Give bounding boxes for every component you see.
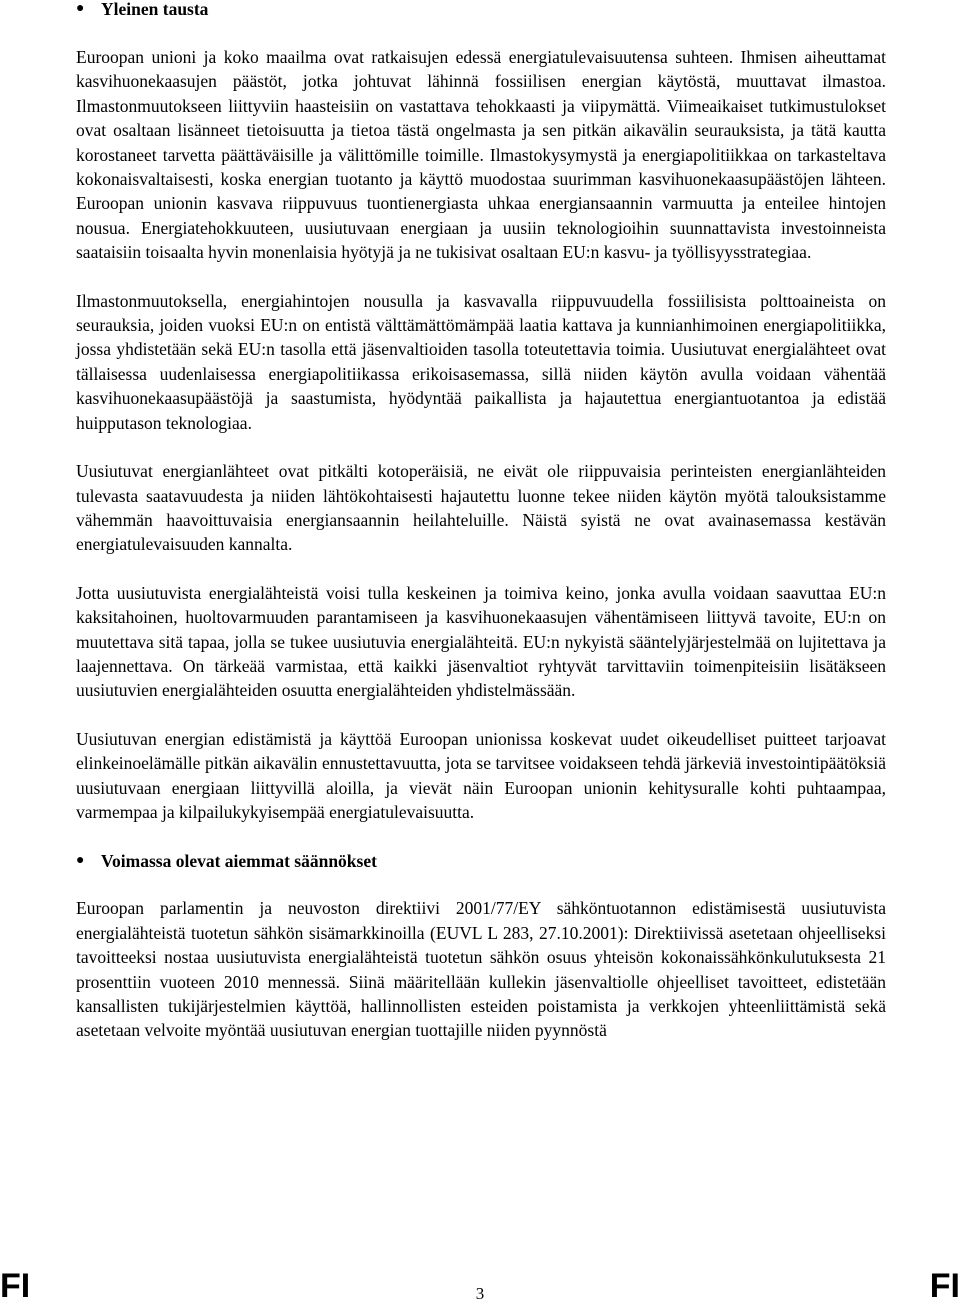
- footer-language-label-left: FI: [0, 1267, 31, 1305]
- paragraph: Euroopan unioni ja koko maailma ovat ratkaisujen edessä energiatulevaisuutensa suhteen. Ihmisen aiheuttamat kasvihuonekaasujen päästöt, jotka johtuvat lähinnä fossiilisen energian käytöstä, muuttavat ilmastoa. Ilmastonmuutokseen liittyviin haasteisiin on vastattava tehokkaasti ja viipymättä. Viimeaikaiset tutkimustulokset ovat osaltaan lisänneet tietoisuutta ja tietoa tästä ongelmasta ja sen pitkän aikavälin seurauksista, ja tätä kautta korostaneet tarvetta päättäväisille ja välittömille toimille. Ilmastokysymystä ja energiapolitiikkaa on tarkasteltava kokonaisvaltaisesti, koska energian tuotanto ja käyttö muodostaa suurimman kasvihuonekaasupäästöjen lähteen. Euroopan unionin kasvava riippuvuus tuontienergiasta uhkaa energiansaannin varmuutta ja enteilee hintojen nousua. Energiatehokkuuteen, uusiutuvaan energiaan ja uusiin teknologioihin suunnattavista investoinneista saataisiin toisaalta hyvin monenlaisia hyötyjä ja ne tukisivat osaltaan EU:n kasvu- ja työllisyysstrategiaa.: [76, 47, 886, 263]
- footer-language-label-right: FI: [929, 1267, 960, 1305]
- paragraph: Uusiutuvan energian edistämistä ja käyttöä Euroopan unionissa koskevat uudet oikeudelliset puitteet tarjoavat elinkeinoelämälle pitkän aikavälin ennustettavuutta, jota se tarvitsee voidakseen tehdä järkeviä investointipäätöksiä uusiutuvaan energiaan liittyvillä aloilla, ja vievät näin Euroopan unionin kehitysuralle kohti puhtaampaa, varmempaa ja kilpailukykyisempää energiatulevaisuutta.: [76, 728, 886, 822]
- section-heading-general-background: [76, 0, 886, 21]
- section-heading-text: Yleinen tausta: [101, 0, 209, 19]
- page-number: 3: [475, 1284, 485, 1303]
- paragraph: Ilmastonmuutoksella, energiahintojen nousulla ja kasvavalla riippuvuudella fossiilisista polttoaineista on seurauksia, joiden vuoksi EU:n on entistä välttämättömämpää laatia kattava ja kunnianhimoinen energiapolitiikka, jossa yhdistetään sekä EU:n tasolla että jäsenvaltioiden tasolla toteutettavia toimia. Uusiutuvat energialähteet ovat tällaisessa uudenlaisessa energiapolitiikassa erikoisasemassa, sillä niiden käytön avulla voidaan vähentää kasvihuonekaasupäästöjä ja saastumista, hyödyntää paikallista ja hajautettua energiantuotantoa ja edistää huipputason teknologiaa.: [76, 290, 886, 433]
- paragraph: Jotta uusiutuvista energialähteistä voisi tulla keskeinen ja toimiva keino, jonka avulla voidaan saavuttaa EU:n kaksitahoinen, huoltovarmuuden parantamiseen ja kasvihuonekaasujen vähentämiseen liittyvä tavoite, EU:n on muutettava sitä tapaa, jolla se tukee uusiutuvia energialähteitä. EU:n nykyistä sääntelyjärjestelmää on lujitettava ja laajennettava. On tärkeää varmistaa, että kaikki jäsenvaltiot ryhtyvät tarvittaviin toimenpiteisiin lisätäkseen uusiutuvien energialähteiden osuutta energialähteiden yhdistelmässään.: [76, 582, 886, 701]
- bullet-icon: ●: [76, 1, 85, 16]
- section-heading-existing-provisions: [76, 849, 886, 873]
- paragraph: Uusiutuvat energianlähteet ovat pitkälti kotoperäisiä, ne eivät ole riippuvaisia perinteisten energianlähteiden tulevasta saatavuudesta ja niiden lähtökohtaisesti hajautettu luonne tekee niiden käytön myötä talouksistamme vähemmän haavoittuvaisia energiansaannin heilahteluille. Näistä syistä ne ovat avainasemassa kestävän energiatulevaisuuden kannalta.: [76, 461, 886, 555]
- document-page: [76, 0, 886, 1043]
- section-heading-text: Voimassa olevat aiemmat säännökset: [101, 851, 377, 872]
- bullet-icon: ●: [76, 853, 85, 869]
- paragraph: Euroopan parlamentin ja neuvoston direktiivi 2001/77/EY sähköntuotannon edistämisestä uusiutuvista energialähteistä tuotetun sähkön sisämarkkinoilla (EUVL L 283, 27.10.2001): Direktiivissä asetetaan ohjeelliseksi tavoitteeksi nostaa uusiutuvista energialähteistä tuotetun sähkön osuus yhteisön kokonaissähkönkulutuksesta 21 prosenttiin vuoteen 2010 mennessä. Siinä määritellään kullekin jäsenvaltiolle ohjeelliset tavoitteet, edistetään kansallisten tukijärjestelmien käyttöä, hallinnollisten esteiden poistamista ja verkkojen yhteenliittämistä sekä asetetaan velvoite myöntää uusiutuvan energian tuottajille niiden pyynnöstä: [76, 898, 886, 1041]
